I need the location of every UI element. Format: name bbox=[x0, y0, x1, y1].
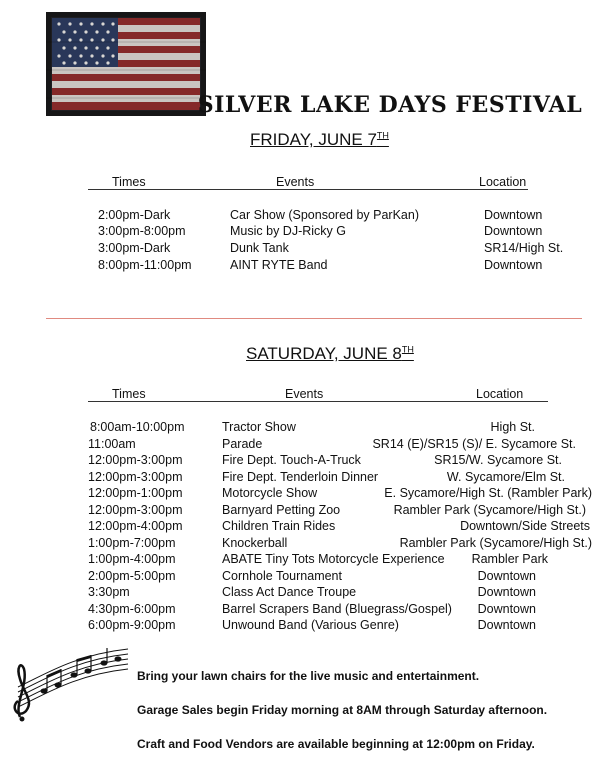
saturday-heading: SATURDAY, JUNE 8TH bbox=[246, 344, 414, 363]
note-vendors: Craft and Food Vendors are available beginning at 12:00pm on Friday. bbox=[137, 737, 535, 751]
music-notes-icon bbox=[4, 645, 134, 725]
friday-col-events: Events bbox=[276, 175, 315, 189]
american-flag-icon bbox=[46, 12, 206, 116]
note-garage-sales: Garage Sales begin Friday morning at 8AM through Saturday afternoon. bbox=[137, 703, 548, 717]
saturday-header-rule bbox=[88, 401, 548, 402]
saturday-col-times: Times bbox=[112, 387, 146, 401]
page-title: SILVER LAKE DAYS FESTIVAL bbox=[197, 92, 583, 118]
saturday-col-events: Events bbox=[285, 387, 324, 401]
friday-col-times: Times bbox=[112, 175, 146, 189]
friday-header-rule bbox=[88, 189, 528, 190]
saturday-col-location: Location bbox=[476, 387, 524, 401]
friday-col-location: Location bbox=[479, 175, 527, 189]
note-lawn-chairs: Bring your lawn chairs for the live music and entertainment. bbox=[137, 669, 480, 683]
section-divider bbox=[46, 318, 582, 319]
friday-heading: FRIDAY, JUNE 7TH bbox=[250, 130, 389, 149]
